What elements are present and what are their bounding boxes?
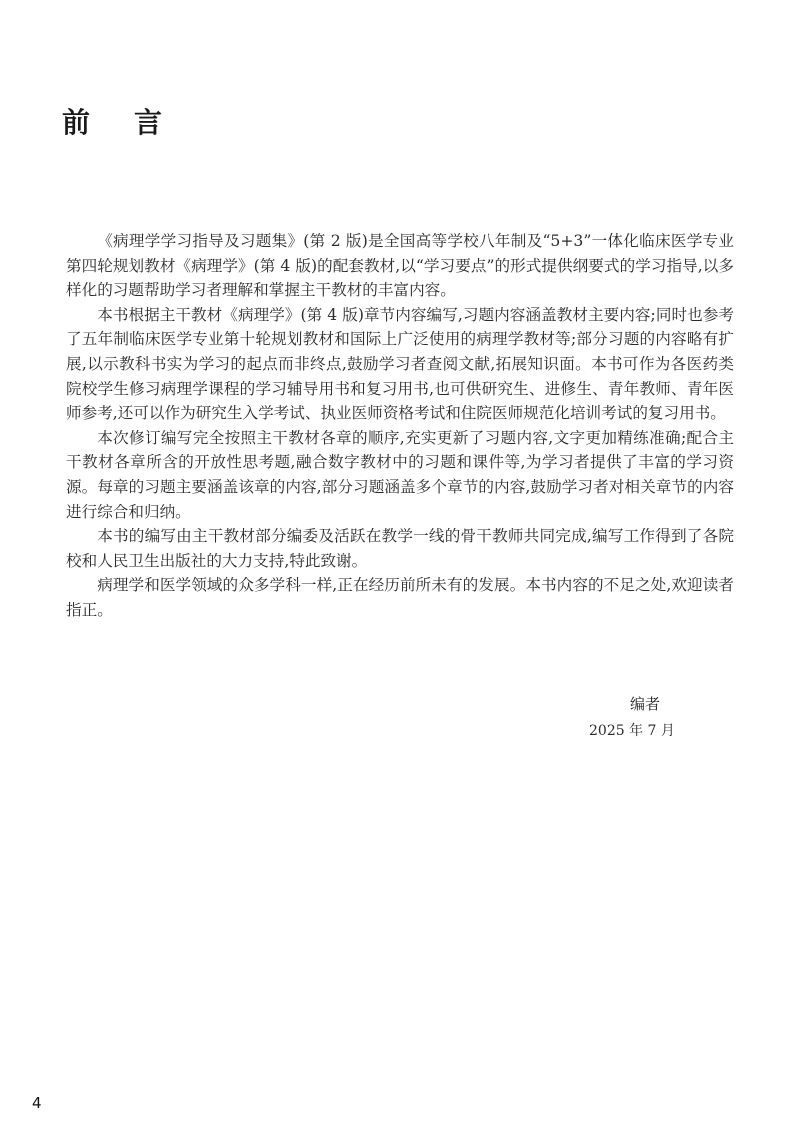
page-title: 前言 (62, 106, 207, 139)
paragraph-5: 病理学和医学领域的众多学科一样,正在经历前所未有的发展。本书内容的不足之处,欢迎读者指正。 (66, 576, 734, 619)
paragraph-3: 本次修订编写完全按照主干教材各章的顺序,充实更新了习题内容,文字更加精练准确;配合主干教材各章所含的开放性思考题,融合数字教材中的习题和课件等,为学习者提供了丰富的学习资源。每章的习题主要涵盖该章的内容,部分习题涵盖多个章节的内容,鼓励学习者对相关章节的内容进行综合和归纳。 (66, 428, 734, 521)
paragraph-1: 《病理学学习指导及习题集》(第 2 版)是全国高等学校八年制及“5+3”一体化临床医学专业第四轮规划教材《病理学》(第 4 版)的配套教材,以“学习要点”的形式提供纲要式的学习指导,以多样化的习题帮助学习者理解和掌握主干教材的丰富内容。 (66, 232, 734, 300)
author-signature: 编者 (629, 695, 660, 713)
page-number: 4 (32, 1094, 42, 1112)
paragraph-2: 本书根据主干教材《病理学》(第 4 版)章节内容编写,习题内容涵盖教材主要内容;同时也参考了五年制临床医学专业第十轮规划教材和国际上广泛使用的病理学教材等;部分习题的内容略有扩展,以示教科书实为学习的起点而非终点,鼓励学习者查阅文献,拓展知识面。本书可作为各医药类院校学生修习病理学课程的学习辅导用书和复习用书,也可供研究生、进修生、青年教师、青年医师参考,还可以作为研究生入学考试、执业医师资格考试和住院医师规范化培训考试的复习用书。 (66, 305, 734, 423)
preface-body (66, 229, 734, 623)
publication-date: 2025 年 7 月 (589, 723, 675, 739)
paragraph-4: 本书的编写由主干教材部分编委及活跃在教学一线的骨干教师共同完成,编写工作得到了各院校和人民卫生出版社的大力支持,特此致谢。 (66, 527, 734, 570)
